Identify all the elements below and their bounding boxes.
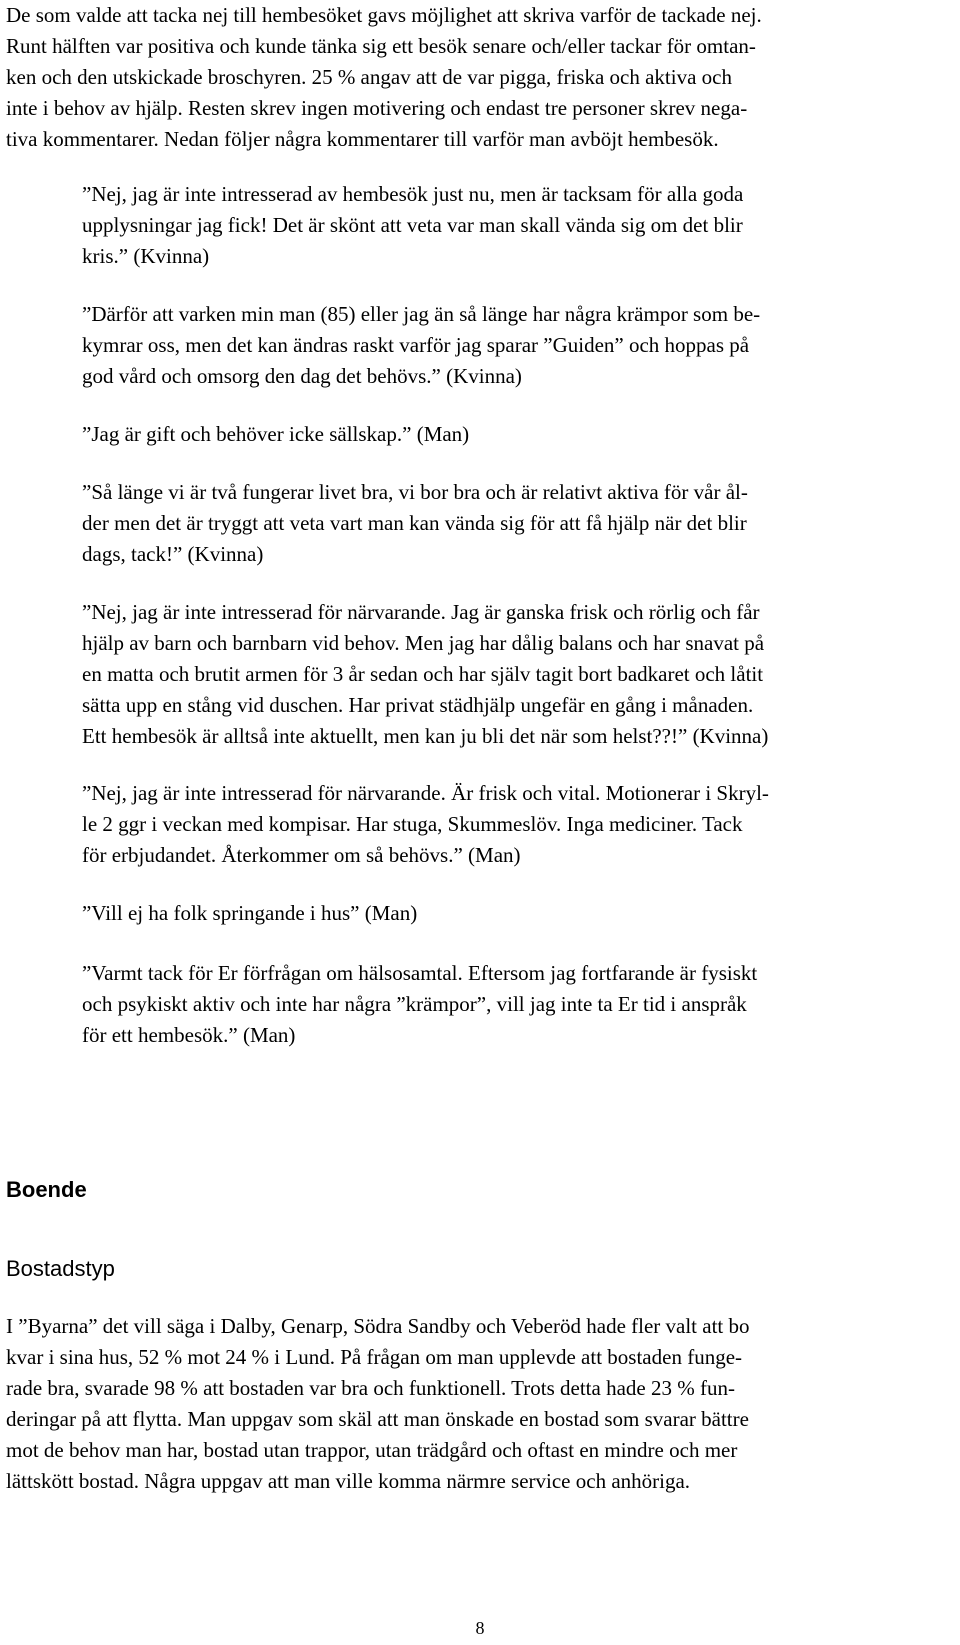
body-paragraph: I ”Byarna” det vill säga i Dalby, Genarp, Södra Sandby och Veberöd hade fler valt att bo kvar i sina hus, 52 % mot 24 % i Lund. På frågan om man upplevde att bostaden funge- rade bra, svarade 98 % att bostaden var bra och funktionell. Trots detta hade 23 % fun- deringar på att flytta. Man uppgav som skäl att man önskade en bostad som svarar bättre mot de behov man har, bostad utan trappor, utan trädgård och oftast en mindre och mer lättskött bostad. Några uppgav att man ville komma närmre service och anhöriga. — [6, 1314, 750, 1493]
subsection-heading: Bostadstyp — [6, 1256, 115, 1281]
quote-2: ”Därför att varken min man (85) eller jag än så länge har några krämpor som be- kymrar oss, men det kan ändras raskt varför jag sparar ”Guiden” och hoppas på god vård och omsorg den dag det behövs.” (Kvinna) — [82, 302, 761, 388]
section-heading: Boende — [6, 1177, 87, 1202]
quote-3: ”Jag är gift och behöver icke sällskap.” (Man) — [82, 422, 470, 446]
page-number: 8 — [475, 1618, 485, 1638]
quote-5: ”Nej, jag är inte intresserad för närvarande. Jag är ganska frisk och rörlig och får hjälp av barn och barnbarn vid behov. Men jag har dålig balans och har snavat på en matta och brutit armen för 3 år sedan och har själv tagit bort badkaret och låtit sätta upp en stång vid duschen. Har privat städhjälp ungefär en gång i månaden. Ett hembesök är alltså inte aktuellt, men kan ju bli det när som helst??!” (Kvinna) — [82, 600, 769, 748]
quote-6: ”Nej, jag är inte intresserad för närvarande. Är frisk och vital. Motionerar i Skryl- le 2 ggr i veckan med kompisar. Har stuga, Skummeslöv. Inga mediciner. Tack för erbjudandet. Återkommer om så behövs.” (Man) — [82, 781, 769, 867]
quote-1: ”Nej, jag är inte intresserad av hembesök just nu, men är tacksam för alla goda upplysningar jag fick! Det är skönt att veta var man skall vända sig om det blir kris.” (Kvinna) — [82, 182, 744, 268]
quote-8: ”Varmt tack för Er förfrågan om hälsosamtal. Eftersom jag fortfarande är fysiskt och psykiskt aktiv och inte har några ”krämpor”, vill jag inte ta Er tid i anspråk för ett hembesök.” (Man) — [82, 961, 758, 1047]
quote-7: ”Vill ej ha folk springande i hus” (Man) — [82, 901, 418, 925]
intro-paragraph: De som valde att tacka nej till hembesöket gavs möjlighet att skriva varför de tackade nej. Runt hälften var positiva och kunde tänka sig ett besök senare och/eller tackar för omtan- ken och den utskickade broschyren. 25 % angav att de var pigga, friska och aktiva och inte i behov av hjälp. Resten skrev ingen motivering och endast tre personer skrev nega- tiva kommentarer. Nedan följer några kommentarer till varför man avböjt hembesök. — [6, 3, 762, 151]
quote-4: ”Så länge vi är två fungerar livet bra, vi bor bra och är relativt aktiva för vår ål- der men det är tryggt att veta vart man kan vända sig för att få hjälp när det blir dags, tack!” (Kvinna) — [82, 480, 748, 566]
